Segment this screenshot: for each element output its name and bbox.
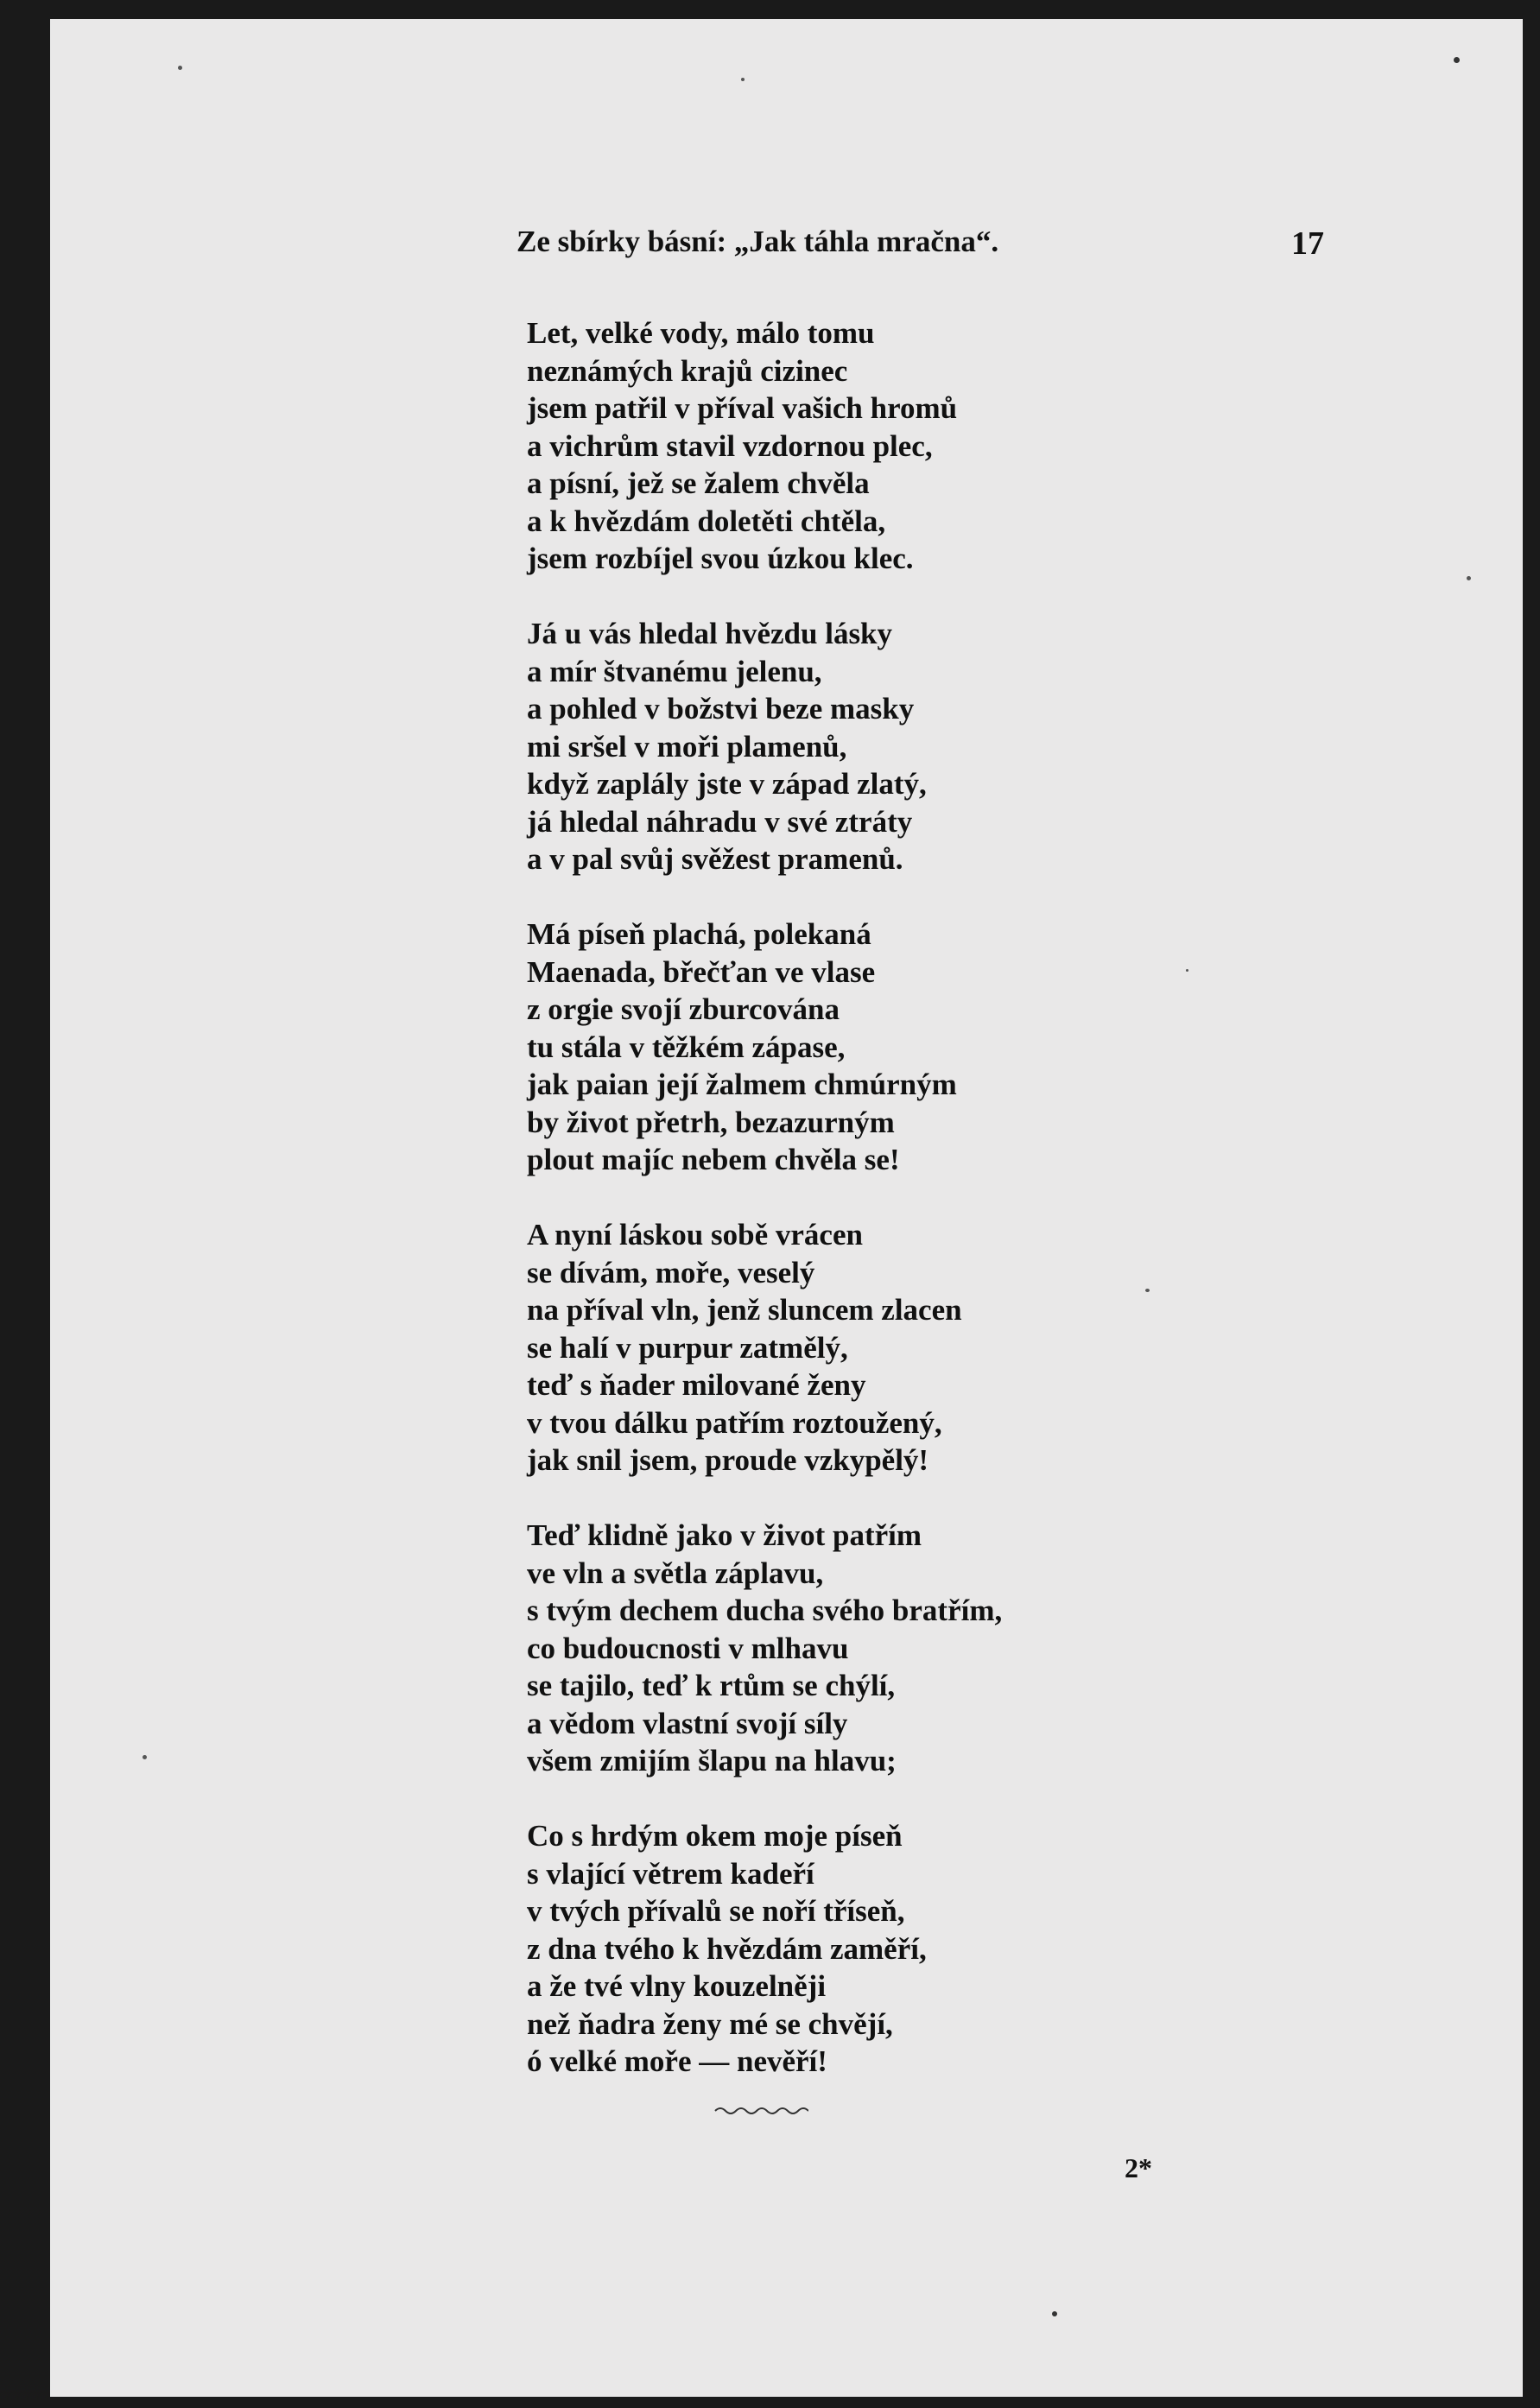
paper-speck <box>741 78 745 81</box>
poem-line: ve vln a světla záplavu, <box>527 1556 824 1590</box>
poem-line: Má píseň plachá, polekaná <box>527 917 871 951</box>
running-title: Ze sbírky básní: „Jak táhla mračna“. <box>517 225 999 258</box>
poem-line: jak paian její žalmem chmúrným <box>527 1068 957 1101</box>
stanza-2 <box>527 615 1131 878</box>
poem-line: a že tvé vlny kouzelněji <box>527 1969 827 2003</box>
poem-line: se halí v purpur zatmělý, <box>527 1330 848 1365</box>
signature-mark: 2* <box>1125 2152 1152 2183</box>
paper-speck <box>1467 576 1471 580</box>
stanza-6 <box>527 1817 1131 2081</box>
stanza-1 <box>527 314 1131 578</box>
poem-line: jsem patřil v příval vašich hromů <box>527 391 958 425</box>
poem-line: s vlající větrem kadeří <box>527 1856 814 1891</box>
poem-line: a vědom vlastní svojí síly <box>527 1706 848 1740</box>
poem-line: a v pal svůj svěžest pramenů. <box>527 842 903 876</box>
poem-line: neznámých krajů cizinec <box>527 353 848 388</box>
book-page <box>50 19 1523 2397</box>
stanza-4 <box>527 1216 1131 1480</box>
poem-line: plout majíc nebem chvěla se! <box>527 1143 900 1176</box>
paper-speck <box>143 1755 147 1759</box>
poem-line: všem zmijím šlapu na hlavu; <box>527 1744 897 1777</box>
poem-line: já hledal náhradu v své ztráty <box>527 804 913 839</box>
poem <box>527 314 1131 2118</box>
poem-line: na příval vln, jenž sluncem zlacen <box>527 1293 962 1327</box>
poem-line: Teď klidně jako v život patřím <box>527 1518 922 1552</box>
poem-line: A nyní láskou sobě vrácen <box>527 1218 863 1252</box>
poem-line: a písní, jež se žalem chvěla <box>527 466 870 500</box>
poem-line: Já u vás hledal hvězdu lásky <box>527 617 893 650</box>
wavy-divider-ornament <box>713 2101 808 2118</box>
poem-line: v tvou dálku patřím roztoužený, <box>527 1405 942 1440</box>
poem-line: z dna tvého k hvězdám zaměří, <box>527 1931 927 1966</box>
stanza-5 <box>527 1517 1131 1780</box>
poem-line: jsem rozbíjel svou úzkou klec. <box>527 542 914 575</box>
poem-line: Let, velké vody, málo tomu <box>527 316 875 350</box>
paper-speck <box>1052 2311 1057 2316</box>
poem-line: jak snil jsem, proude vzkypělý! <box>527 1443 929 1477</box>
poem-line: Co s hrdým okem moje píseň <box>527 1819 903 1853</box>
page-header <box>517 225 1324 271</box>
poem-line: a k hvězdám doletěti chtěla, <box>527 504 886 538</box>
poem-line: tu stála v těžkém zápase, <box>527 1030 846 1064</box>
page-number: 17 <box>1291 225 1324 262</box>
poem-line: se tajilo, teď k rtům se chýlí, <box>527 1669 896 1702</box>
poem-line: by život přetrh, bezazurným <box>527 1105 895 1139</box>
paper-speck <box>1454 57 1460 63</box>
poem-line: co budoucnosti v mlhavu <box>527 1631 849 1665</box>
poem-line: a mír štvanému jelenu, <box>527 654 822 688</box>
poem-line: a vichrům stavil vzdornou plec, <box>527 428 933 463</box>
poem-line: v tvých přívalů se noří tříseň, <box>527 1894 905 1928</box>
paper-speck <box>1186 969 1188 972</box>
poem-line: Maenada, břečťan ve vlase <box>527 954 876 989</box>
poem-line: když zaplály jste v západ zlatý, <box>527 767 927 801</box>
poem-line: teď s ňader milované ženy <box>527 1368 866 1402</box>
poem-line: se dívám, moře, veselý <box>527 1255 815 1290</box>
poem-line: s tvým dechem ducha svého bratřím, <box>527 1594 1003 1627</box>
poem-line: z orgie svojí zburcována <box>527 992 840 1026</box>
poem-line: a pohled v božstvi beze masky <box>527 692 915 726</box>
poem-line: než ňadra ženy mé se chvějí, <box>527 2006 893 2041</box>
paper-speck <box>1145 1289 1150 1292</box>
poem-line: ó velké moře — nevěří! <box>527 2044 827 2078</box>
paper-speck <box>178 66 182 70</box>
stanza-3 <box>527 916 1131 1179</box>
poem-line: mi sršel v moři plamenů, <box>527 729 847 764</box>
